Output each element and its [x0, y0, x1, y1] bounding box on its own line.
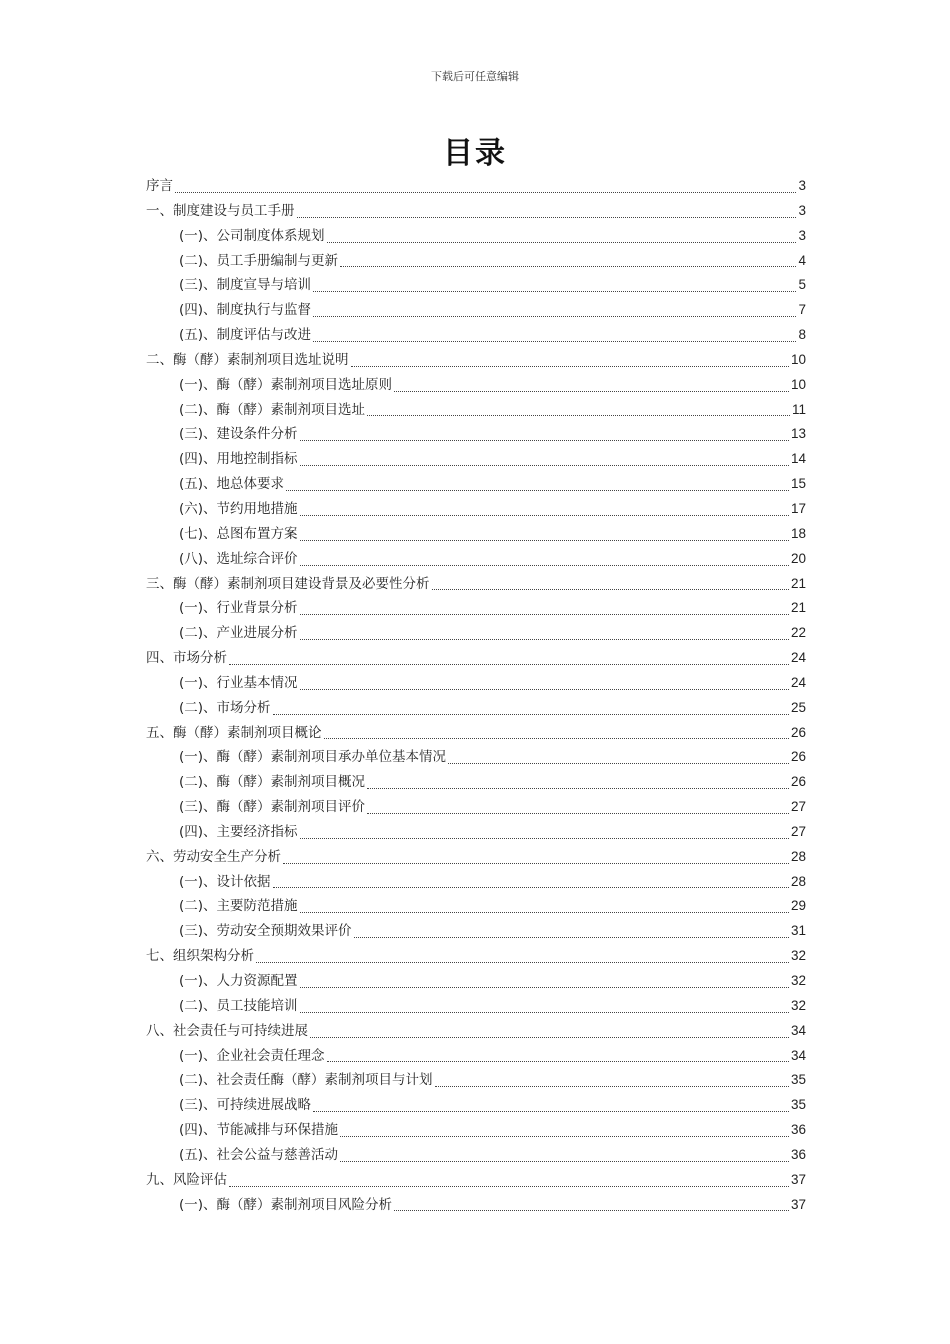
dot-leader: [273, 887, 789, 888]
toc-entry-title: (三)、制度宣导与培训: [179, 277, 312, 294]
toc-entry-title: (四)、用地控制指标: [179, 451, 298, 468]
toc-entry[interactable]: [146, 1143, 806, 1168]
toc-entry-title: (七)、总图布置方案: [179, 525, 298, 542]
toc-entry-title: (一)、酶（酵）素制剂项目承办单位基本情况: [179, 749, 447, 766]
toc-entry-title: (五)、地总体要求: [179, 476, 285, 493]
toc-entry-title: (五)、社会公益与慈善活动: [179, 1146, 339, 1163]
toc-entry-page-number: 14: [790, 451, 806, 467]
toc-entry-title: (四)、节能减排与环保措施: [179, 1122, 339, 1139]
toc-entry[interactable]: [146, 323, 806, 348]
toc-entry-title: 五、酶（酵）素制剂项目概论: [146, 724, 322, 741]
toc-entry-page-number: 7: [798, 302, 806, 318]
toc-entry-page-number: 20: [790, 550, 806, 566]
dot-leader: [273, 714, 789, 715]
dot-leader: [297, 217, 797, 218]
toc-entry[interactable]: [146, 621, 806, 646]
toc-entry[interactable]: [146, 1118, 806, 1143]
toc-entry-title: (三)、建设条件分析: [179, 426, 298, 443]
toc-entry[interactable]: [146, 273, 806, 298]
toc-entry[interactable]: [146, 795, 806, 820]
toc-entry-page-number: 3: [798, 202, 806, 218]
dot-leader: [340, 266, 796, 267]
dot-leader: [300, 565, 789, 566]
toc-entry-title: (二)、产业进展分析: [179, 625, 298, 642]
toc-entry-page-number: 36: [790, 1122, 806, 1138]
dot-leader: [300, 540, 789, 541]
toc-entry-page-number: 11: [791, 401, 806, 417]
toc-entry[interactable]: [146, 596, 806, 621]
toc-entry-title: (一)、设计依据: [179, 873, 271, 890]
dot-leader: [300, 912, 789, 913]
toc-entry-page-number: 26: [790, 774, 806, 790]
dot-leader: [313, 1111, 789, 1112]
toc-entry[interactable]: [146, 1068, 806, 1093]
toc-entry-page-number: 10: [790, 351, 806, 367]
dot-leader: [448, 763, 789, 764]
toc-entry-page-number: 27: [790, 823, 806, 839]
toc-entry-page-number: 32: [790, 997, 806, 1013]
toc-entry[interactable]: [146, 522, 806, 547]
toc-entry[interactable]: [146, 174, 806, 199]
toc-entry-title: (一)、酶（酵）素制剂项目风险分析: [179, 1196, 393, 1213]
dot-leader: [310, 1037, 789, 1038]
toc-entry[interactable]: [146, 820, 806, 845]
toc-entry[interactable]: [146, 1168, 806, 1193]
toc-entry-page-number: 34: [790, 1022, 806, 1038]
toc-entry[interactable]: [146, 447, 806, 472]
dot-leader: [324, 738, 789, 739]
toc-entry[interactable]: [146, 671, 806, 696]
toc-entry[interactable]: [146, 348, 806, 373]
toc-entry[interactable]: [146, 969, 806, 994]
dot-leader: [300, 465, 789, 466]
toc-entry-page-number: 37: [790, 1171, 806, 1187]
toc-entry[interactable]: [146, 572, 806, 597]
toc-entry-title: (三)、劳动安全预期效果评价: [179, 923, 352, 940]
toc-entry[interactable]: [146, 1019, 806, 1044]
dot-leader: [300, 987, 789, 988]
toc-entry-page-number: 37: [790, 1196, 806, 1212]
dot-leader: [367, 415, 790, 416]
toc-entry-title: 八、社会责任与可持续进展: [146, 1022, 308, 1039]
toc-entry[interactable]: [146, 646, 806, 671]
toc-entry[interactable]: [146, 919, 806, 944]
toc-entry-page-number: 18: [790, 525, 806, 541]
table-of-contents: [146, 174, 806, 1217]
toc-entry-title: (二)、市场分析: [179, 699, 271, 716]
dot-leader: [313, 341, 796, 342]
toc-entry-page-number: 17: [790, 500, 806, 516]
dot-leader: [354, 937, 789, 938]
toc-entry-title: (二)、员工技能培训: [179, 997, 298, 1014]
toc-entry-page-number: 8: [798, 327, 806, 343]
toc-entry-page-number: 35: [790, 1097, 806, 1113]
toc-entry-page-number: 24: [790, 650, 806, 666]
toc-entry-title: (一)、人力资源配置: [179, 973, 298, 989]
toc-entry[interactable]: [146, 249, 806, 274]
toc-entry[interactable]: [146, 721, 806, 746]
toc-entry-page-number: 3: [798, 178, 806, 193]
dot-leader: [435, 1086, 789, 1087]
toc-entry[interactable]: [146, 373, 806, 398]
toc-entry[interactable]: [146, 770, 806, 795]
dot-leader: [367, 813, 789, 814]
dot-leader: [283, 863, 789, 864]
toc-entry-page-number: 24: [790, 674, 806, 690]
toc-entry-title: 一、制度建设与员工手册: [146, 202, 295, 219]
toc-entry-title: (三)、可持续进展战略: [179, 1097, 312, 1114]
toc-entry-page-number: 32: [790, 973, 806, 988]
toc-entry[interactable]: [146, 845, 806, 870]
toc-entry-page-number: 26: [790, 749, 806, 765]
toc-entry-page-number: 25: [790, 699, 806, 715]
page-header: 下载后可任意编辑: [431, 70, 519, 83]
dot-leader: [394, 391, 789, 392]
toc-entry-page-number: 21: [790, 575, 806, 591]
toc-entry[interactable]: [146, 894, 806, 919]
toc-entry[interactable]: [146, 224, 806, 249]
toc-entry[interactable]: [146, 944, 806, 969]
toc-entry-page-number: 29: [790, 898, 806, 914]
toc-entry-page-number: 31: [790, 923, 806, 939]
dot-leader: [340, 1161, 789, 1162]
dot-leader: [394, 1210, 789, 1211]
dot-leader: [432, 589, 789, 590]
toc-entry[interactable]: [146, 199, 806, 224]
dot-leader: [340, 1136, 789, 1137]
toc-entry-title: (一)、企业社会责任理念: [179, 1047, 325, 1064]
toc-entry-page-number: 13: [790, 426, 806, 442]
toc-entry-title: 七、组织架构分析: [146, 948, 254, 965]
toc-entry-page-number: 5: [798, 277, 806, 293]
toc-entry[interactable]: [146, 1044, 806, 1069]
toc-entry-title: 四、市场分析: [146, 650, 227, 667]
toc-entry-title: (一)、行业背景分析: [179, 600, 298, 617]
dot-leader: [300, 614, 789, 615]
toc-entry[interactable]: [146, 547, 806, 572]
toc-entry[interactable]: [146, 1093, 806, 1118]
toc-entry-page-number: 15: [790, 476, 806, 492]
toc-entry[interactable]: [146, 870, 806, 895]
toc-entry-title: (二)、员工手册编制与更新: [179, 252, 339, 269]
dot-leader: [300, 689, 789, 690]
dot-leader: [300, 515, 789, 516]
dot-leader: [313, 291, 796, 292]
toc-entry-title: (二)、社会责任酶（酵）素制剂项目与计划: [179, 1072, 433, 1089]
toc-entry-title: (二)、酶（酵）素制剂项目选址: [179, 401, 366, 418]
toc-entry-page-number: 4: [798, 252, 806, 268]
toc-entry[interactable]: [146, 298, 806, 323]
toc-entry-title: (六)、节约用地措施: [179, 500, 298, 517]
dot-leader: [286, 490, 789, 491]
dot-leader: [256, 962, 789, 963]
toc-entry-title: (三)、酶（酵）素制剂项目评价: [179, 799, 366, 816]
toc-entry-title: 序言: [146, 178, 173, 194]
dot-leader: [300, 838, 789, 839]
toc-entry-page-number: 35: [790, 1072, 806, 1088]
toc-entry-title: (二)、主要防范措施: [179, 898, 298, 915]
toc-entry-page-number: 32: [790, 948, 806, 964]
dot-leader: [175, 192, 796, 193]
toc-entry[interactable]: [146, 994, 806, 1019]
toc-entry-title: (八)、选址综合评价: [179, 550, 298, 567]
dot-leader: [327, 242, 797, 243]
toc-entry-title: 三、酶（酵）素制剂项目建设背景及必要性分析: [146, 575, 430, 592]
dot-leader: [367, 788, 789, 789]
toc-entry-page-number: 28: [790, 848, 806, 864]
toc-entry[interactable]: [146, 472, 806, 497]
dot-leader: [300, 1012, 789, 1013]
toc-entry[interactable]: [146, 696, 806, 721]
toc-entry[interactable]: [146, 745, 806, 770]
toc-entry-title: 六、劳动安全生产分析: [146, 848, 281, 865]
toc-entry[interactable]: [146, 398, 806, 423]
toc-entry[interactable]: [146, 422, 806, 447]
toc-entry-page-number: 26: [790, 724, 806, 740]
toc-entry-page-number: 21: [790, 600, 806, 616]
toc-entry-title: (五)、制度评估与改进: [179, 327, 312, 344]
toc-entry-title: (一)、行业基本情况: [179, 674, 298, 691]
toc-entry-title: (一)、酶（酵）素制剂项目选址原则: [179, 376, 393, 393]
toc-entry-title: 九、风险评估: [146, 1171, 227, 1188]
dot-leader: [313, 316, 796, 317]
toc-entry-page-number: 27: [790, 799, 806, 815]
toc-entry[interactable]: [146, 1193, 806, 1218]
dot-leader: [351, 366, 789, 367]
dot-leader: [327, 1061, 789, 1062]
toc-entry-title: (四)、主要经济指标: [179, 823, 298, 840]
toc-title: 目录: [443, 136, 507, 171]
dot-leader: [229, 664, 789, 665]
dot-leader: [300, 639, 789, 640]
toc-entry-page-number: 22: [790, 625, 806, 641]
toc-entry[interactable]: [146, 497, 806, 522]
toc-entry-title: (四)、制度执行与监督: [179, 302, 312, 319]
toc-entry-page-number: 10: [790, 376, 806, 392]
toc-entry-page-number: 34: [790, 1047, 806, 1063]
dot-leader: [229, 1186, 789, 1187]
toc-entry-title: (二)、酶（酵）素制剂项目概况: [179, 774, 366, 791]
toc-entry-page-number: 3: [798, 227, 806, 243]
toc-entry-title: (一)、公司制度体系规划: [179, 227, 325, 244]
toc-entry-page-number: 36: [790, 1146, 806, 1162]
dot-leader: [300, 440, 789, 441]
toc-entry-page-number: 28: [790, 873, 806, 889]
toc-entry-title: 二、酶（酵）素制剂项目选址说明: [146, 351, 349, 368]
